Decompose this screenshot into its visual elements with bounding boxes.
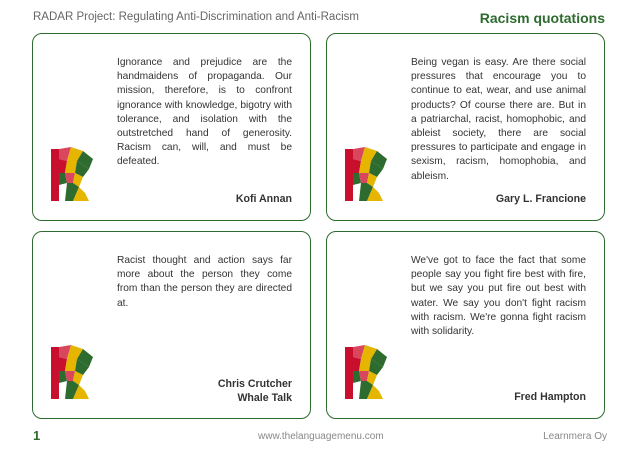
quote-card-gary-francione [326,33,605,221]
page-number: 1 [33,428,41,443]
quote-card-fred-hampton [326,231,605,419]
quote-card-chris-crutcher [32,231,311,419]
radar-r-logo-icon [343,147,389,203]
quote-text: Ignorance and prejudice are the handmaidens of propaganda. Our mission, therefore, is to confront ignorance with knowledge, bigotry with tolerance, and isolation with the outstretched hand of generosity. Racism can, will, and must be defeated. [117,57,292,168]
header-project: RADAR Project: Regulating Anti-Discrimination and Anti-Racism [33,11,359,23]
footer-url[interactable]: www.thelanguagemenu.com [258,431,384,442]
footer-company: Learnmera Oy [543,431,607,442]
radar-r-logo-icon [49,345,95,401]
quote-source: Whale Talk [237,392,292,404]
radar-r-logo-icon [49,147,95,203]
quote-text: We've got to face the fact that some people say you fight fire best with fire, but we say you put fire out best with water. We say you don't fight racism with racism. We're gonna fight racism with solidarity. [411,255,586,338]
quote-author: Fred Hampton [514,391,586,403]
quote-text: Being vegan is easy. Are there social pressures that encourage you to continue to eat, wear, and use animal products? Of course there are. But in a patriarchal, racist, homophobic, and ableist society, there are social pressures to participate and engage in sexism, racism, homophobia, and ableism. [411,57,586,182]
quote-author: Gary L. Francione [495,193,586,205]
quote-text: Racist thought and action says far more about the person they come from than the person they are directed at. [117,255,292,309]
radar-r-logo-icon [343,345,389,401]
quote-card-kofi-annan [32,33,311,221]
section-title: Racism quotations [479,10,605,26]
quote-author: Kofi Annan [235,193,292,205]
quote-author: Chris Crutcher [217,378,292,390]
